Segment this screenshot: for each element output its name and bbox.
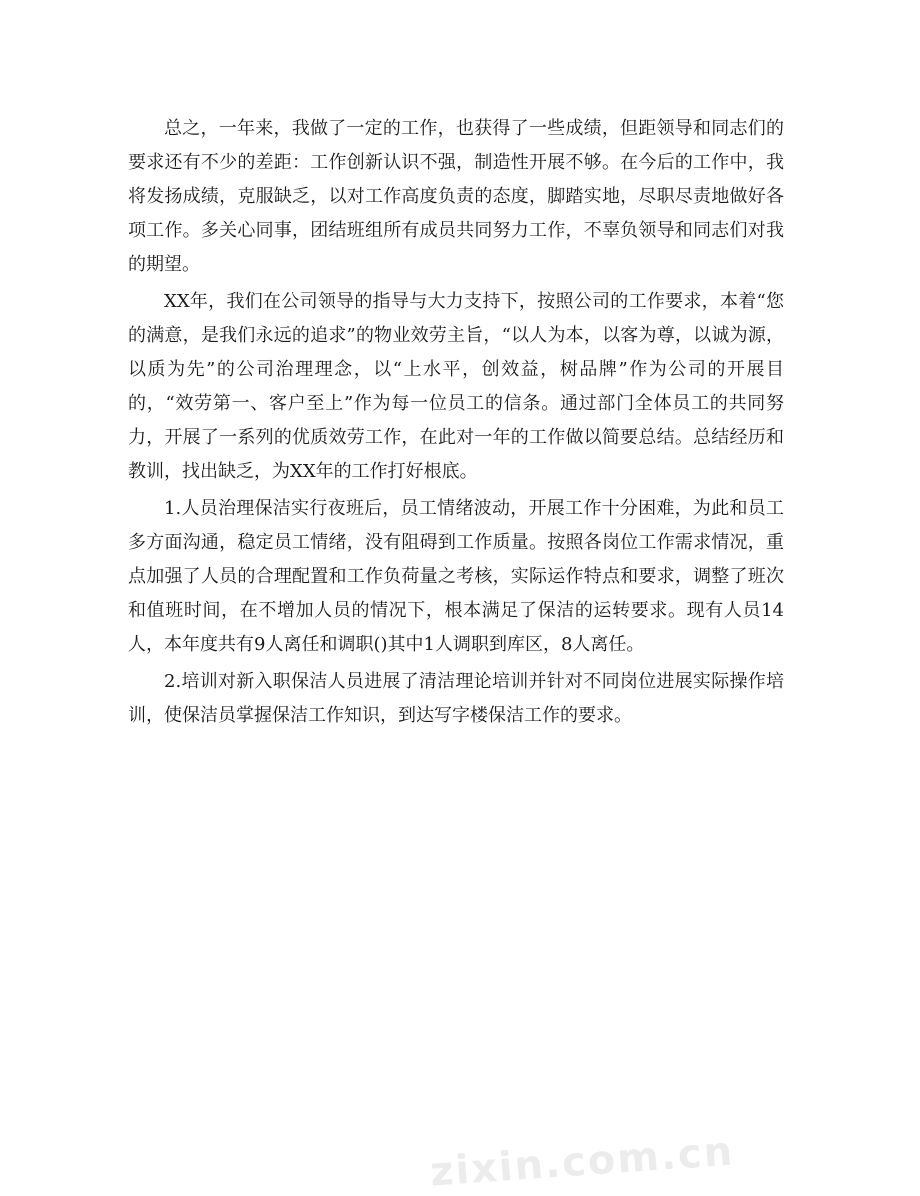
paragraph-staff-management: 1.人员治理保洁实行夜班后，员工情绪波动，开展工作十分困难，为此和员工多方面沟通，稳定员工情绪，没有阻碍到工作质量。按照各岗位工作需求情况，重点加强了人员的合理配置和工作负荷量之考核，实际运作特点和要求，调整了班次和值班时间，在不增加人员的情况下，根本满足了保洁的运转要求。现有人员14人，本年度共有9人离任和调职()其中1人调职到库区，8人离任。 bbox=[128, 498, 784, 655]
watermark: zixin.com.cn bbox=[428, 1128, 736, 1196]
document-body bbox=[128, 112, 784, 736]
paragraph-annual-overview: XX年，我们在公司领导的指导与大力支持下，按照公司的工作要求，本着“您的满意，是我们永远的追求”的物业效劳主旨，“以人为本，以客为尊，以诚为源，以质为先”的公司治理理念，以“上水平，创效益，树品牌”作为公司的开展目的，“效劳第一、客户至上”作为每一位员工的信条。通过部门全体员工的共同努力，开展了一系列的优质效劳工作，在此对一年的工作做以简要总结。总结经历和教训，找出缺乏，为XX年的工作打好根底。 bbox=[128, 291, 784, 482]
paragraph-summary: 总之，一年来，我做了一定的工作，也获得了一些成绩，但距领导和同志们的要求还有不少的差距：工作创新认识不强，制造性开展不够。在今后的工作中，我将发扬成绩，克服缺乏，以对工作高度负责的态度，脚踏实地，尽职尽责地做好各项工作。多关心同事，团结班组所有成员共同努力工作，不辜负领导和同志们对我的期望。 bbox=[128, 118, 784, 275]
paragraph-training: 2.培训对新入职保洁人员进展了清洁理论培训并针对不同岗位进展实际操作培训，使保洁员掌握保洁工作知识，到达写字楼保洁工作的要求。 bbox=[128, 671, 784, 726]
